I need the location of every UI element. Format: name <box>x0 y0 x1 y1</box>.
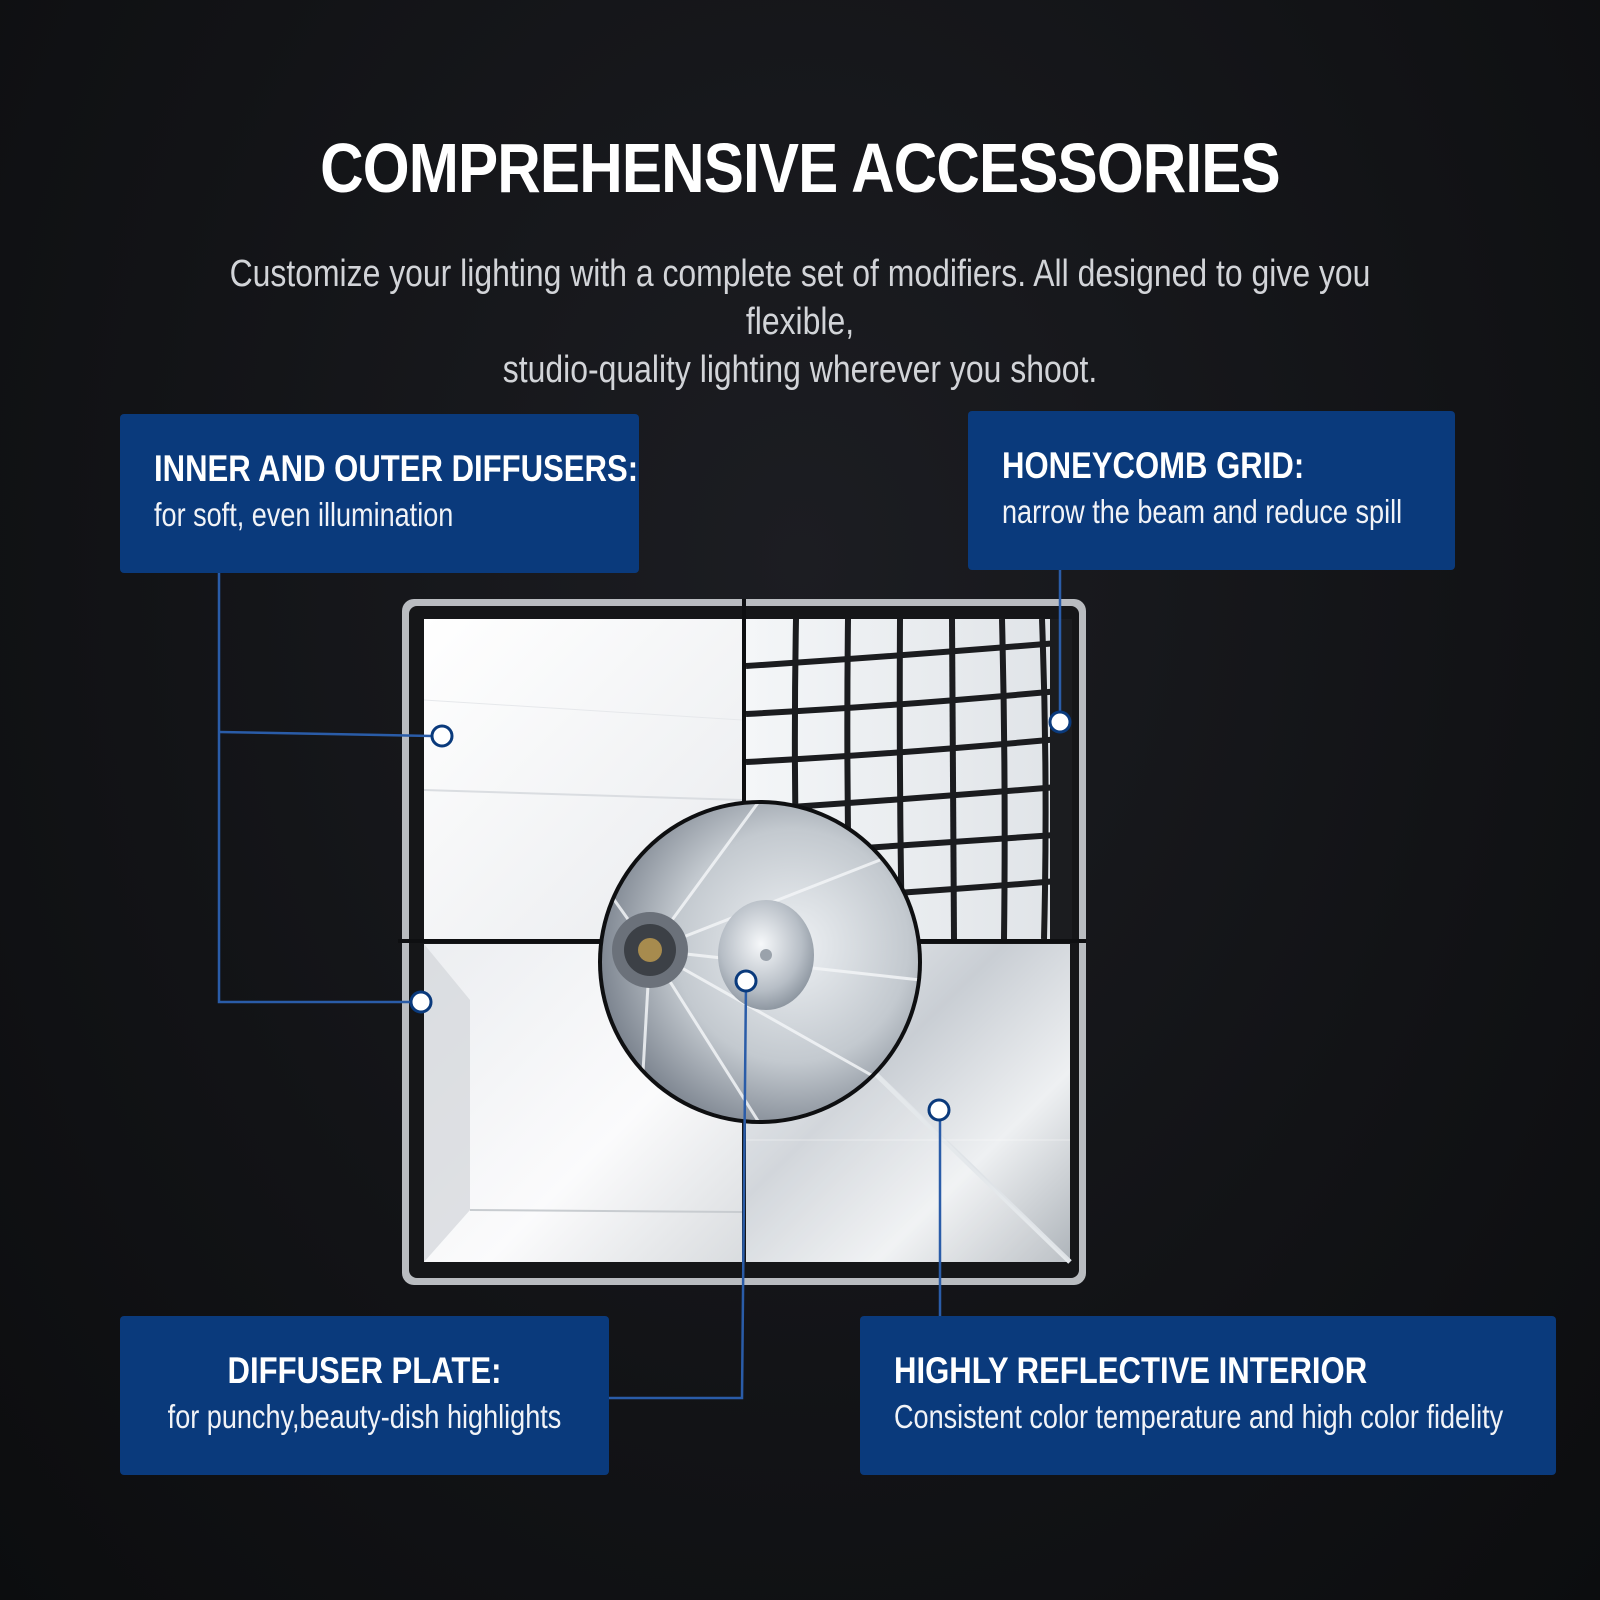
marker-reflective-interior <box>929 1100 949 1120</box>
callout-reflective-interior <box>860 1316 1556 1475</box>
subtitle-line-2: studio-quality lighting wherever you shoot. <box>502 349 1098 391</box>
callout-heading: DIFFUSER PLATE: <box>227 1350 502 1391</box>
marker-diffuser-plate <box>736 971 756 991</box>
marker-inner-diffuser <box>411 992 431 1012</box>
marker-outer-diffuser <box>432 726 452 746</box>
callout-description: for soft, even illumination <box>154 496 454 533</box>
callout-heading: HONEYCOMB GRID: <box>1002 445 1305 486</box>
subtitle-line-1: Customize your lighting with a complete set of modifiers. All designed to give you flexible, <box>229 253 1371 343</box>
callout-description: narrow the beam and reduce spill <box>1002 493 1403 530</box>
leader-line-diffusers-upper <box>219 732 432 736</box>
leader-line-diffusers <box>219 573 419 1002</box>
callout-description: Consistent color temperature and high color fidelity <box>894 1398 1504 1435</box>
callout-heading: INNER AND OUTER DIFFUSERS: <box>154 448 639 489</box>
callout-inner-outer-diffusers <box>120 414 639 573</box>
callout-honeycomb-grid <box>968 411 1455 570</box>
callout-description: for punchy,beauty-dish highlights <box>167 1398 562 1435</box>
page-title: COMPREHENSIVE ACCESSORIES <box>320 129 1280 207</box>
callout-diffuser-plate <box>120 1316 609 1475</box>
diffuser-plate-circle <box>598 800 922 1124</box>
callout-heading: HIGHLY REFLECTIVE INTERIOR <box>894 1350 1368 1391</box>
marker-honeycomb-grid <box>1050 712 1070 732</box>
